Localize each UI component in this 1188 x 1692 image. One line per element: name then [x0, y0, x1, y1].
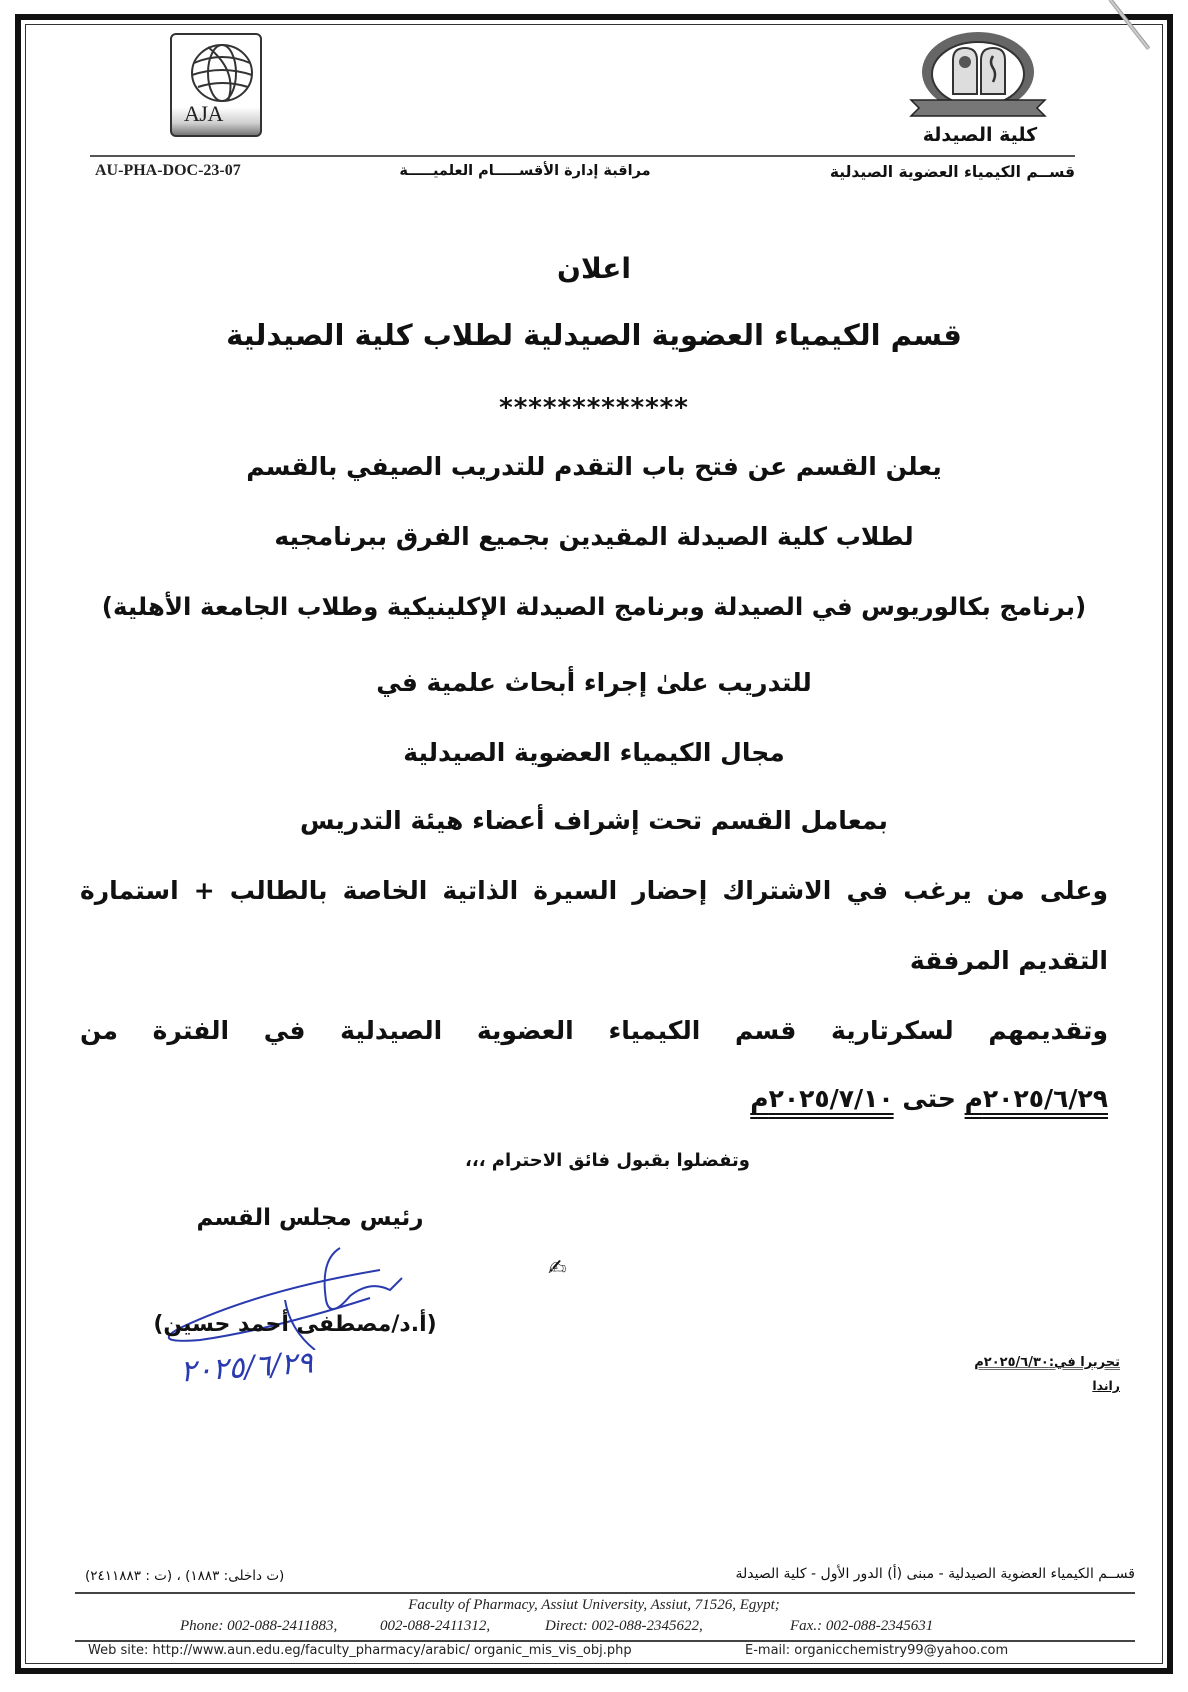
announcement-subtitle: قسم الكيمياء العضوية الصيدلية لطلاب كلية الصيدلية: [226, 318, 962, 352]
body-line-6: بمعامل القسم تحت إشراف أعضاء هيئة التدريس: [300, 806, 888, 835]
body-line-5: مجال الكيمياء العضوية الصيدلية: [403, 738, 785, 767]
aja-logo: [170, 33, 262, 137]
body-line-1: يعلن القسم عن فتح باب التقدم للتدريب الصيفي بالقسم: [246, 452, 942, 481]
written-on-date: [880, 1355, 1120, 1370]
footer-fax: Fax.: 002-088-2345631: [790, 1618, 934, 1634]
footer-english-address: Faculty of Pharmacy, Assiut University, Assiut, 71526, Egypt;: [408, 1597, 780, 1613]
body-line-3: (برنامج بكالوريوس في الصيدلة وبرنامج الصيدلة الإكلينيكية وطلاب الجامعة الأهلية): [101, 592, 1087, 621]
aja-logo-text: AJA: [184, 101, 223, 126]
handwritten-date: ٢٠٢٥/٦/٢٩: [178, 1345, 315, 1390]
faculty-name-caption: كلية الصيدلة: [922, 124, 1038, 146]
control-unit-name: مراقبة إدارة الأقســـــام العلميـــــة: [399, 163, 651, 179]
typist-name: راندا: [1092, 1378, 1120, 1393]
body-line-4: للتدريب علىٰ إجراء أبحاث علمية في: [376, 668, 812, 697]
date-to: ٢٠٢٥/٧/١٠م: [750, 1084, 894, 1113]
date-to-word: حتى: [902, 1084, 956, 1113]
requirement-line-1: وعلى من يرغب في الاشتراك إحضار السيرة الذاتية الخاصة بالطالب + استمارة: [80, 876, 1108, 905]
title-separator: *************: [499, 393, 689, 423]
announcement-title: اعلان: [557, 252, 631, 285]
footer-website-link[interactable]: Web site: http://www.aun.edu.eg/faculty_pharmacy/arabic/ organic_mis_vis_obj.php: [88, 1643, 632, 1658]
body-line-2: لطلاب كلية الصيدلة المقيدين بجميع الفرق ببرنامجيه: [274, 522, 914, 551]
footer-arabic-phones: (ت داخلى: ١٨٨٣) ، (ت : ٢٤١١٨٨٣): [85, 1568, 285, 1584]
date-from: ٢٠٢٥/٦/٢٩م: [964, 1084, 1108, 1113]
footer-phone-2: 002-088-2411312,: [380, 1618, 491, 1634]
footer-divider-2: [75, 1640, 1135, 1642]
header-divider: [90, 155, 1075, 157]
signatory-name: (أ.د/مصطفى أحمد حسين): [153, 1312, 437, 1337]
submission-line: وتقديمهم لسكرتارية قسم الكيمياء العضوية الصيدلية في الفترة من: [80, 1016, 1108, 1045]
requirement-line-2: التقديم المرفقة: [909, 946, 1108, 975]
closing-greeting: وتفضلوا بقبول فائق الاحترام ،،،: [465, 1150, 750, 1171]
footer-divider-1: [75, 1592, 1135, 1594]
written-on-value: ٢٠٢٥/٦/٣٠م: [974, 1355, 1049, 1370]
pen-writing-icon: ✍: [548, 1256, 567, 1281]
submission-date-range: [620, 1084, 1108, 1113]
signatory-title: رئيس مجلس القسم: [196, 1205, 424, 1231]
footer-direct-phone: Direct: 002-088-2345622,: [545, 1618, 703, 1634]
globe-icon: [178, 41, 256, 103]
faculty-emblem-icon: [905, 28, 1051, 128]
department-name: قســم الكيمياء العضوية الصيدلية: [829, 163, 1075, 181]
footer-arabic-address: قســم الكيمياء العضوية الصيدلية - مبنى (أ) الدور الأول - كلية الصيدلة: [735, 1566, 1135, 1582]
footer-phone-1: Phone: 002-088-2411883,: [180, 1618, 338, 1634]
footer-email-link[interactable]: E-mail: organicchemistry99@yahoo.com: [745, 1643, 1009, 1658]
faculty-of-pharmacy-logo: [905, 28, 1051, 128]
document-code: AU-PHA-DOC-23-07: [95, 162, 241, 179]
written-on-label: تحريرا في:: [1048, 1355, 1120, 1370]
